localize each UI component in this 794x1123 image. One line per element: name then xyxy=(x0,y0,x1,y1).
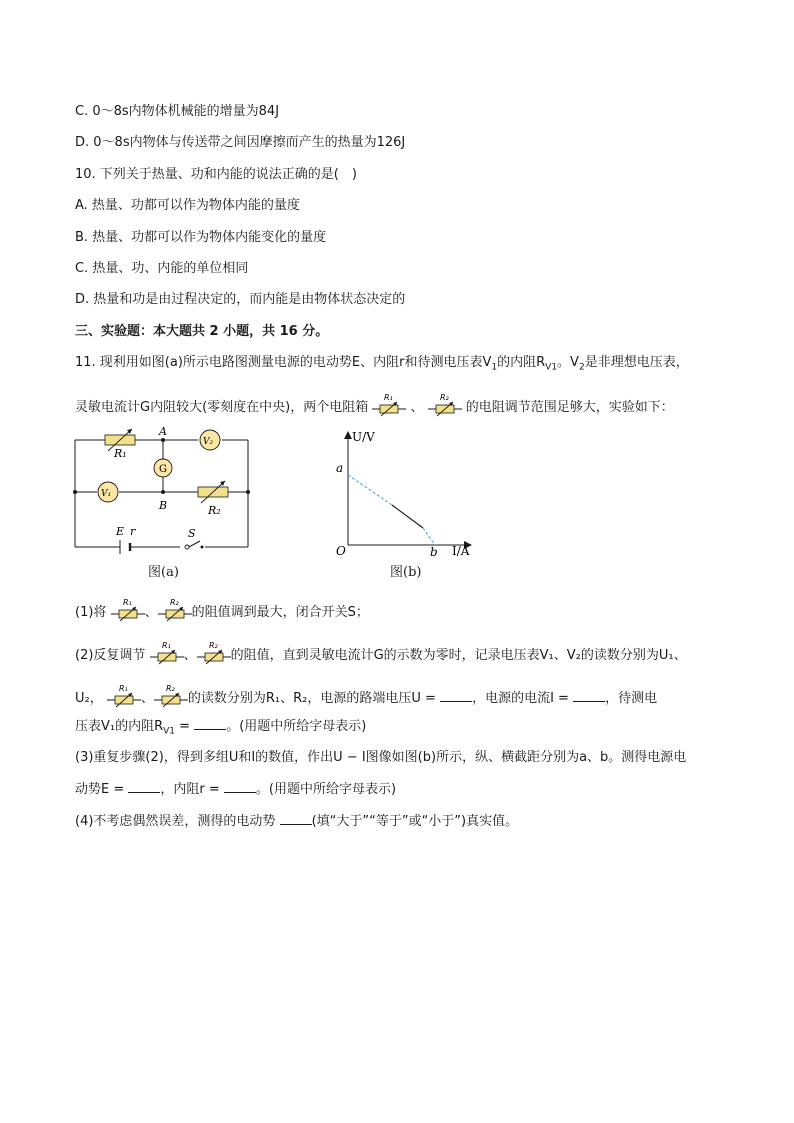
svg-text:R₂: R₂ xyxy=(439,393,449,402)
resistor-box-r1-icon xyxy=(111,597,145,628)
blank-rv1 xyxy=(194,718,226,730)
blank-e xyxy=(128,781,160,793)
step-2-line1: (2)反复调节 R₁ 、 R₂ 的阻值，直到灵敏电流计G的示数为零时，记录电压表V₁、V₂的读数分别为U₁、 xyxy=(75,640,687,671)
q10-stem: 10. 下列关于热量、功和内能的说法正确的是( ) xyxy=(75,167,357,182)
step-3-line2: 动势E = ，内阻r = 。(用题中所给字母表示) xyxy=(75,782,397,797)
axis-label-i: I/A xyxy=(452,544,470,558)
svg-text:R₁: R₁ xyxy=(384,393,394,402)
label-b: B xyxy=(159,499,168,512)
label-e: E xyxy=(116,525,125,538)
resistor-box-r2-icon xyxy=(428,392,462,423)
step-1: (1)将 R₁ 、 R₂ 的阻值调到最大，闭合开关S； xyxy=(75,597,369,628)
origin-label: O xyxy=(336,544,346,558)
label-a: A xyxy=(159,425,167,438)
label-r2: R₂ xyxy=(208,504,221,517)
axis-label-u: U/V xyxy=(352,430,375,444)
resistor-box-r1-icon xyxy=(107,683,141,714)
q9-option-d: D. 0～8s内物体与传送带之间因摩擦而产生的热量为126J xyxy=(75,135,406,150)
label-r1: R₁ xyxy=(114,447,127,460)
q10-option-a: A. 热量、功都可以作为物体内能的量度 xyxy=(75,198,300,213)
resistor-box-r2-icon xyxy=(197,640,231,671)
blank-compare xyxy=(280,813,312,825)
svg-text:R₂: R₂ xyxy=(165,684,175,693)
intercept-a: a xyxy=(336,461,344,475)
resistor-box-r2-icon xyxy=(158,597,192,628)
q11-line1: 11. 现利用如图(a)所示电路图测量电源的电动势E、内阻r和待测电压表$V_1$的内阻$R_{V1}$。$V_2$是非理想电压表， xyxy=(75,355,689,373)
svg-text:R₁: R₁ xyxy=(118,684,128,693)
resistor-box-r2-icon xyxy=(154,683,188,714)
resistor-box-r1-icon xyxy=(372,392,406,423)
q10-option-c: C. 热量、功、内能的单位相同 xyxy=(75,261,249,276)
label-r: r xyxy=(130,525,136,538)
blank-i xyxy=(573,690,605,702)
q11-line2: 灵敏电流计G内阻较大(零刻度在中央)，两个电阻箱 R₁ 、 R₂ 的电阻调节范围足够大，实验如下： xyxy=(75,392,674,423)
step-3-line1: (3)重复步骤(2)，得到多组U和I的数值，作出U − I图像如图(b)所示，纵、横截距分别为a、b。测得电源电 xyxy=(75,750,687,765)
step-2-line3: 压表V₁的内阻$R_{V1}$ = 。(用题中所给字母表示) xyxy=(75,719,367,737)
blank-u xyxy=(440,690,472,702)
svg-text:R₁: R₁ xyxy=(122,598,132,607)
label-g: G xyxy=(159,464,167,475)
blank-r xyxy=(224,781,256,793)
label-v1: V₁ xyxy=(101,489,112,499)
q10-option-d: D. 热量和功是由过程决定的，而内能是由物体状态决定的 xyxy=(75,292,406,307)
q10-option-b: B. 热量、功都可以作为物体内能变化的量度 xyxy=(75,230,327,245)
caption-figure-a: 图(a) xyxy=(148,565,179,580)
ui-graph xyxy=(330,425,480,560)
circuit-diagram xyxy=(70,425,260,555)
svg-text:R₁: R₁ xyxy=(161,641,171,650)
svg-text:R₂: R₂ xyxy=(169,598,179,607)
resistor-box-r1-icon xyxy=(150,640,184,671)
step-4: (4)不考虑偶然误差，测得的电动势 (填“大于”“等于”或“小于”)真实值。 xyxy=(75,814,519,829)
label-v2: V₂ xyxy=(203,437,214,447)
label-s: S xyxy=(188,527,196,540)
q9-option-c: C. 0～8s内物体机械能的增量为84J xyxy=(75,104,280,119)
intercept-b: b xyxy=(430,545,438,559)
step-2-line2: U₂， R₁ 、 R₂ 的读数分别为R₁、R₂，电源的路端电压U = ，电源的电流I = ，待测电 xyxy=(75,683,657,714)
svg-text:R₂: R₂ xyxy=(208,641,218,650)
caption-figure-b: 图(b) xyxy=(390,565,422,580)
section-heading: 三、实验题：本大题共 2 小题，共 16 分。 xyxy=(75,324,329,339)
